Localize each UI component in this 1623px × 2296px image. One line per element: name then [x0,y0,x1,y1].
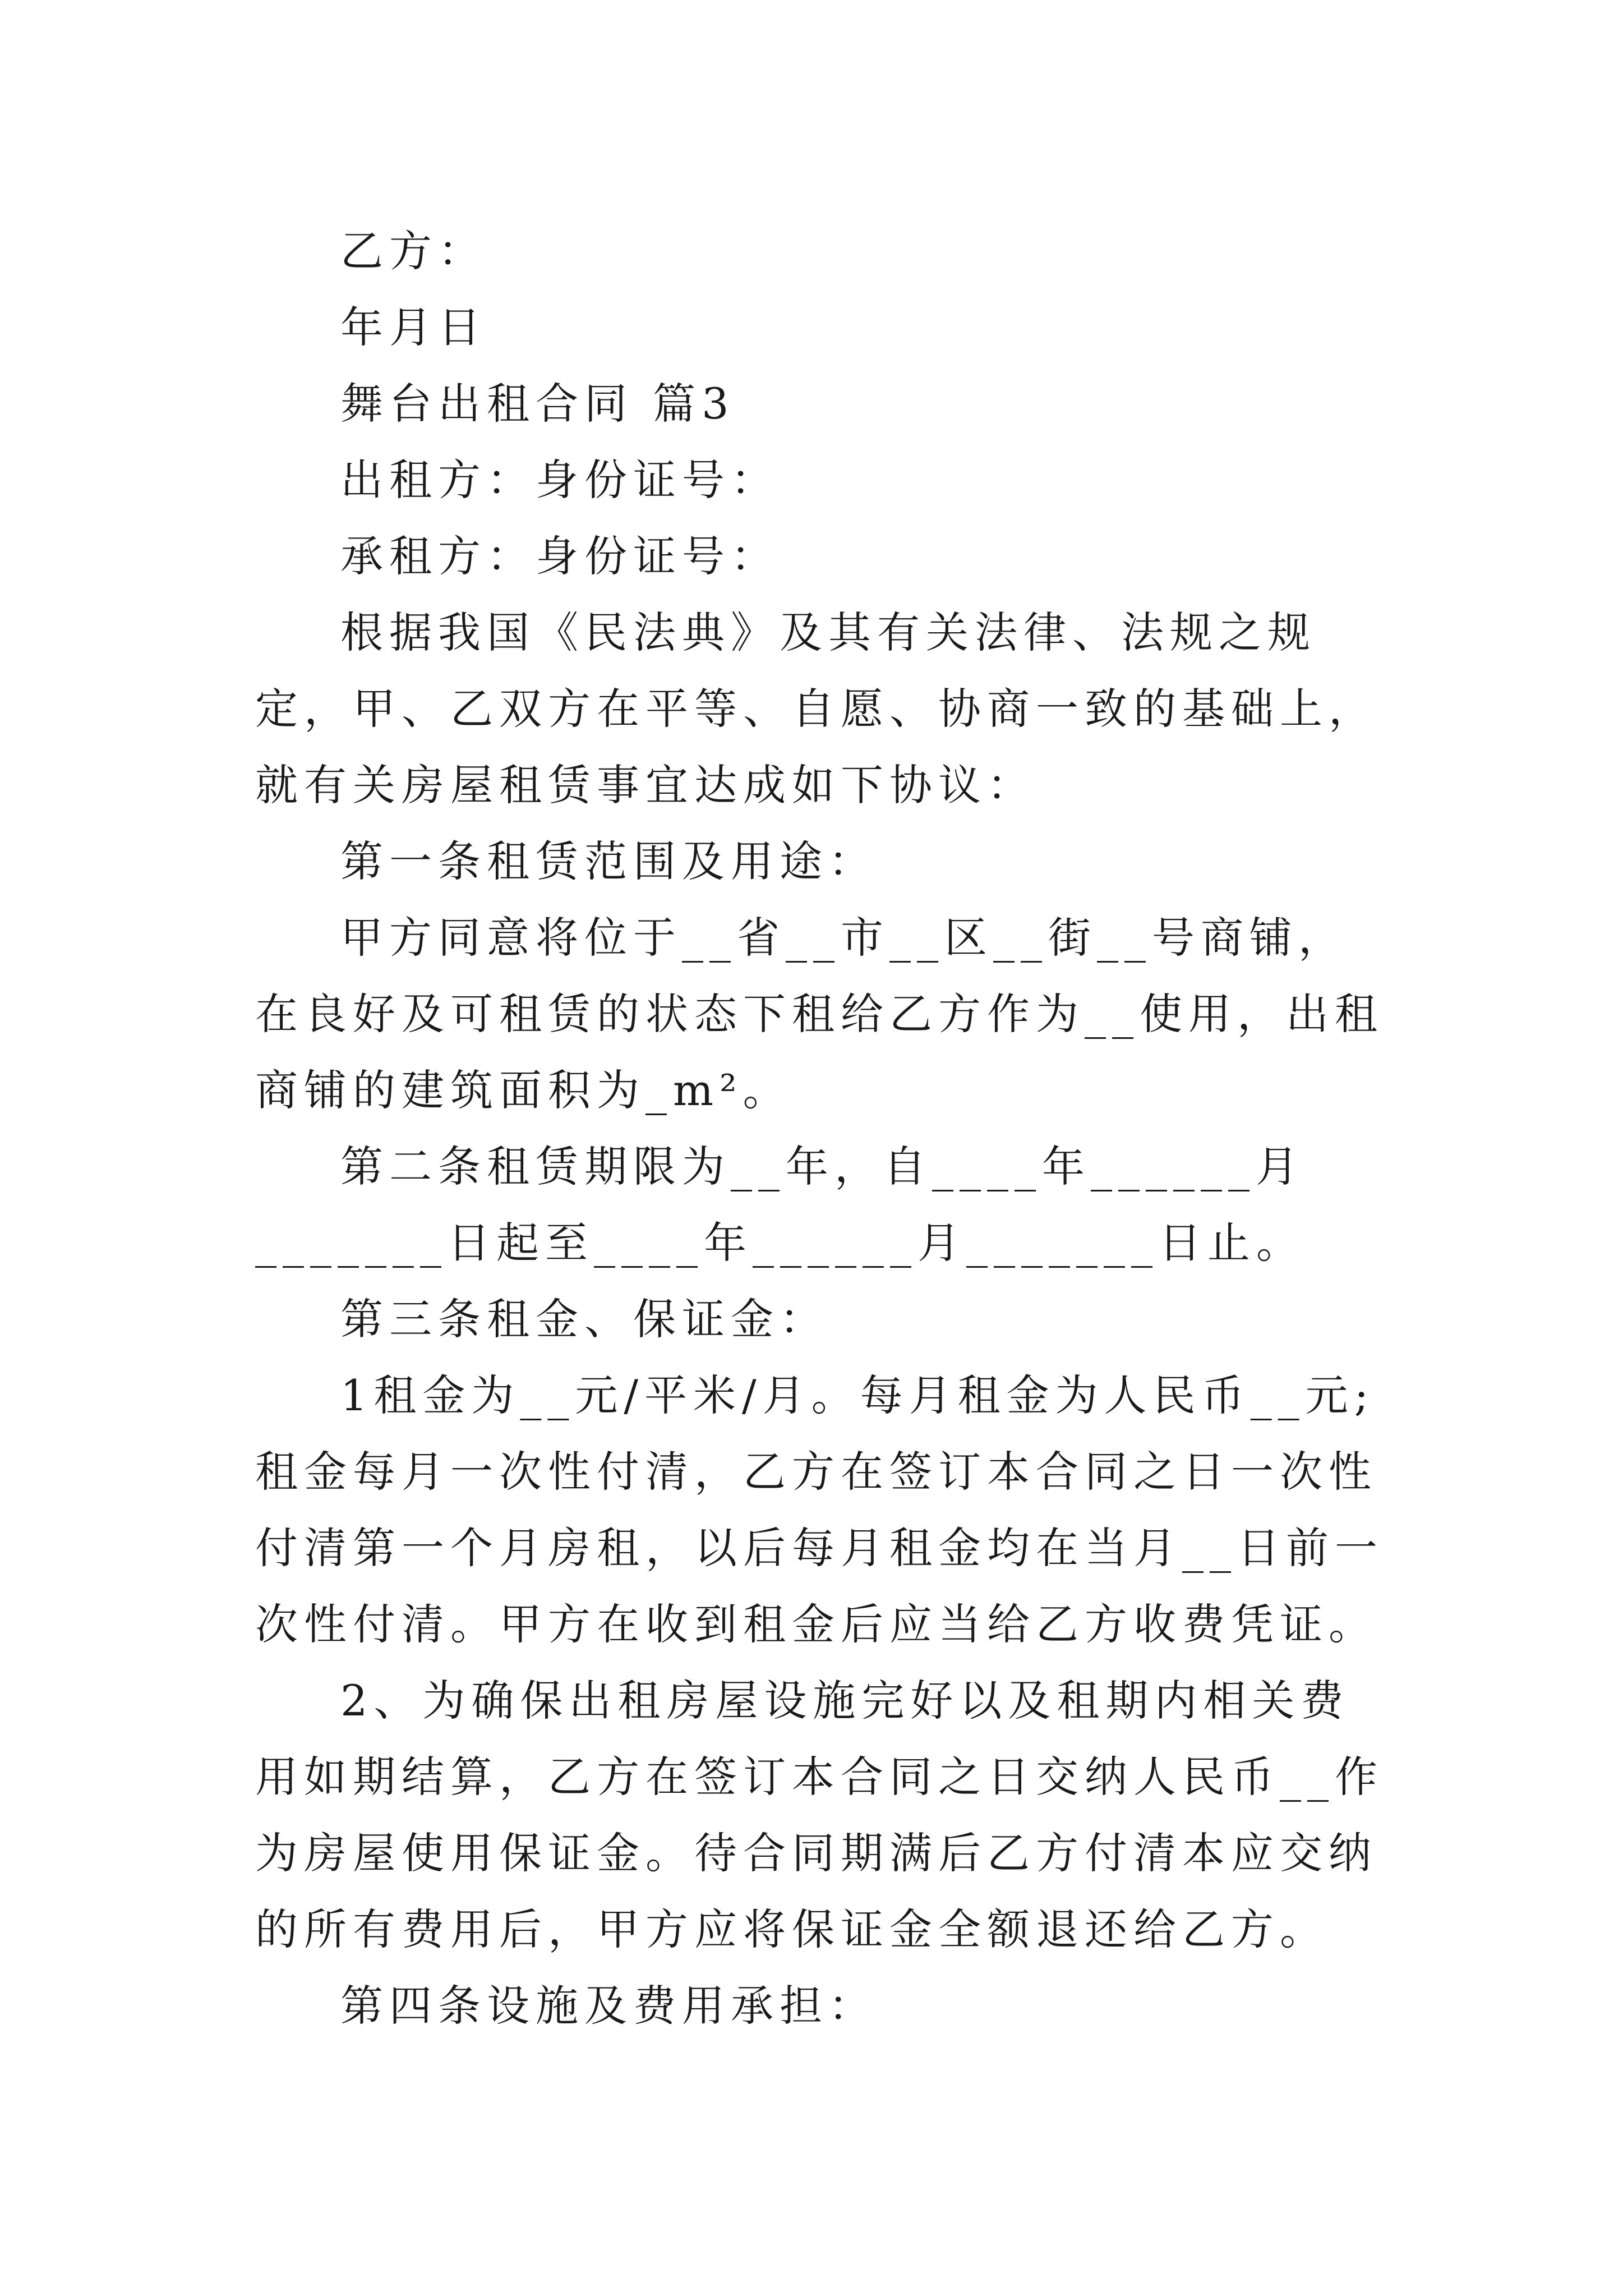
preamble-paragraph: 根据我国《民法典》及其有关法律、法规之规定，甲、乙双方在平等、自愿、协商一致的基础上，就有关房屋租赁事宜达成如下协议： [255,608,1377,810]
article-3-item-2: 2、为确保出租房屋设施完好以及租期内相关费用如期结算，乙方在签订本合同之日交纳人民币__作为房屋使用保证金。待合同期满后乙方付清本应交纳的所有费用后，甲方应将保证金全额退还给乙方。 [255,1676,1384,1954]
date-line: 年月日 [340,302,487,352]
article-3-item-1: 1租金为__元/平米/月。每月租金为人民币__元;租金每月一次性付清，乙方在签订本合同之日一次性付清第一个月房租，以后每月租金均在当月__日前一次性付清。甲方在收到租金后应当给乙方收费凭证。 [255,1370,1384,1649]
article-2-paragraph: 第二条租赁期限为__年，自____年______月_______日起至____年______月_______日止。 [255,1142,1305,1268]
article-1-paragraph: 甲方同意将位于__省__市__区__街__号商铺，在良好及可租赁的状态下租给乙方作为__使用，出租商铺的建筑面积为_m²。 [255,913,1384,1115]
article-3-title: 第三条租金、保证金： [340,1294,828,1344]
lessee-line: 承租方：身份证号： [340,531,780,581]
party-b-signature-line: 乙方： [340,226,487,276]
lessor-line: 出租方：身份证号： [340,455,780,505]
article-1-title: 第一条租赁范围及用途： [340,836,877,886]
contract-heading: 舞台出租合同 篇3 [340,379,735,429]
article-4-title: 第四条设施及费用承担： [340,1981,877,2031]
